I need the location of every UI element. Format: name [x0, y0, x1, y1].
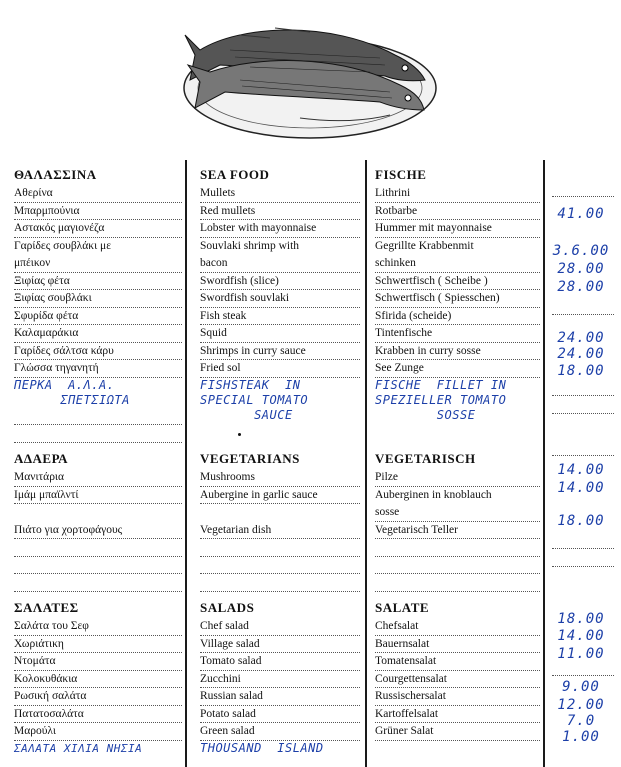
- menu-item: Fried sol: [200, 360, 360, 378]
- price: 18.00: [557, 513, 605, 529]
- menu-item: Bauernsalat: [375, 636, 540, 654]
- menu-item: Tomato salad: [200, 653, 360, 671]
- price: 12.00: [557, 697, 605, 713]
- menu-item: Shrimps in curry sauce: [200, 343, 360, 361]
- menu-item: Vegetarian dish: [200, 522, 360, 540]
- handwritten-special: ΠΕΡΚΑ Α.Λ.Α. ΣΠΕΤΣΙΩΤΑ: [14, 377, 130, 407]
- menu-item: Vegetarisch Teller: [375, 522, 540, 540]
- section-title: VEGETARISCH: [375, 451, 476, 466]
- price-dots: [552, 675, 614, 676]
- price: 14.00: [557, 462, 605, 478]
- handwritten-special: ΣΑΛΑΤΑ ΧΙΛΙΑ ΝΗΣΙΑ: [14, 741, 143, 755]
- price-dots: [552, 395, 614, 396]
- menu-item: Green salad: [200, 723, 360, 741]
- price: 1.00: [562, 729, 600, 745]
- price-dots: [552, 548, 614, 549]
- menu-item: Russischersalat: [375, 688, 540, 706]
- menu-item: bacon: [200, 255, 360, 273]
- menu-item: Souvlaki shrimp with: [200, 239, 300, 252]
- price: 24.00: [557, 346, 605, 362]
- menu-item: Gegrillte Krabbenmit: [375, 239, 474, 252]
- menu-item: Lobster with mayonnaise: [200, 220, 360, 238]
- english-salads-section: [200, 599, 360, 756]
- menu-item: Γαρίδες σουβλάκι με: [14, 239, 112, 252]
- menu-item: Kartoffelsalat: [375, 706, 540, 724]
- menu-item: Squid: [200, 325, 360, 343]
- blank-line: [200, 557, 360, 575]
- menu-item: [200, 504, 360, 522]
- blank-line: [200, 539, 360, 557]
- price: 24.00: [557, 330, 605, 346]
- price-dots: [552, 196, 614, 197]
- greek-salads-section: [14, 599, 182, 756]
- price-dots: [552, 413, 614, 414]
- blank-line: [14, 408, 182, 426]
- menu-item: Rotbarbe: [375, 203, 540, 221]
- blank-line: [200, 574, 360, 592]
- section-title: VEGETARIANS: [200, 451, 300, 466]
- greek-seafood-section: [14, 166, 182, 443]
- menu-item: schinken: [375, 255, 540, 273]
- blank-line: [375, 557, 540, 575]
- section-title: ΑΔΑΕΡΑ: [14, 451, 69, 466]
- menu-item: μπέικον: [14, 255, 182, 273]
- menu-item: Μανιτάρια: [14, 469, 182, 487]
- menu-item: Schwertfisch ( Spiesschen): [375, 290, 540, 308]
- menu-item: Γαρίδες σάλτσα κάρυ: [14, 343, 182, 361]
- price: 18.00: [557, 611, 605, 627]
- price: 14.00: [557, 480, 605, 496]
- column-divider: [365, 160, 367, 767]
- menu-item: Pilze: [375, 469, 540, 487]
- menu-item: Καλαμαράκια: [14, 325, 182, 343]
- section-title: ΣΑΛΑΤΕΣ: [14, 600, 79, 615]
- blank-line: [375, 539, 540, 557]
- menu-item: Aubergine in garlic sauce: [200, 487, 360, 505]
- price: 11.00: [557, 646, 605, 662]
- german-salads-section: [375, 599, 540, 741]
- section-title: FISCHE: [375, 167, 427, 182]
- menu-item: Αστακός μαγιονέζα: [14, 220, 182, 238]
- menu-item: Mullets: [200, 185, 360, 203]
- blank-line: [14, 425, 182, 443]
- fish-illustration-icon: [180, 10, 440, 145]
- menu-item: Lithrini: [375, 185, 540, 203]
- menu-item: Tintenfische: [375, 325, 540, 343]
- menu-item: [14, 504, 182, 522]
- price: 9.00: [562, 679, 600, 695]
- column-divider: [543, 160, 545, 767]
- handwritten-special: FISHSTEAK IN SPECIAL TOMATO SAUCE: [200, 377, 309, 422]
- menu-item: Auberginen in knoblauch: [375, 488, 492, 501]
- menu-item: Red mullets: [200, 203, 360, 221]
- german-seafood-section: [375, 166, 540, 423]
- section-title: SEA FOOD: [200, 167, 270, 182]
- price: 14.00: [557, 628, 605, 644]
- menu-item: Γλώσσα τηγανητή: [14, 360, 182, 378]
- menu-item: Ξιφίας σουβλάκι: [14, 290, 182, 308]
- price: 28.00: [557, 261, 605, 277]
- menu-item: Σφυρίδα φέτα: [14, 308, 182, 326]
- price: 28.00: [557, 279, 605, 295]
- menu-item: Αθερίνα: [14, 185, 182, 203]
- price: 7.0: [566, 713, 596, 729]
- blank-line: [14, 557, 182, 575]
- menu-item: Village salad: [200, 636, 360, 654]
- menu-item: Chef salad: [200, 618, 360, 636]
- handwritten-special: THOUSAND ISLAND: [200, 740, 324, 755]
- price-dots: [552, 566, 614, 567]
- blank-line: [375, 574, 540, 592]
- menu-item: Potato salad: [200, 706, 360, 724]
- section-title: ΘΑΛΑΣΣΙΝΑ: [14, 167, 97, 182]
- menu-item: Zucchini: [200, 671, 360, 689]
- price: 3.6.00: [552, 243, 610, 259]
- menu-item: Πατατοσαλάτα: [14, 706, 182, 724]
- menu-item: Πιάτο για χορτοφάγους: [14, 522, 182, 540]
- menu-item: Mushrooms: [200, 469, 360, 487]
- menu-item: See Zunge: [375, 360, 540, 378]
- menu-item: Hummer mit mayonnaise: [375, 220, 540, 238]
- price-dots: [552, 455, 614, 456]
- menu-item: Krabben in curry sosse: [375, 343, 540, 361]
- decorative-dot: [238, 433, 241, 436]
- blank-line: [14, 539, 182, 557]
- menu-item: Chefsalat: [375, 618, 540, 636]
- menu-item: Swordfish (slice): [200, 273, 360, 291]
- menu-item: Schwertfisch ( Scheibe ): [375, 273, 540, 291]
- price: 18.00: [557, 363, 605, 379]
- menu-item: Ιμάμ μπαϊλντί: [14, 487, 182, 505]
- price-dots: [552, 314, 614, 315]
- menu-item: Μαρούλι: [14, 723, 182, 741]
- price: 41.00: [557, 206, 605, 222]
- menu-item: Tomatensalat: [375, 653, 540, 671]
- menu-item: Κολοκυθάκια: [14, 671, 182, 689]
- menu-item: Ξιφίας φέτα: [14, 273, 182, 291]
- menu-item: Fish steak: [200, 308, 360, 326]
- menu-item: Courgettensalat: [375, 671, 540, 689]
- menu-item: sosse: [375, 504, 540, 522]
- menu-item: Grüner Salat: [375, 723, 540, 741]
- german-vegetarian-section: [375, 450, 540, 592]
- section-title: SALATE: [375, 600, 430, 615]
- blank-line: [14, 574, 182, 592]
- column-divider: [185, 160, 187, 767]
- handwritten-special: FISCHE FILLET IN SPEZIELLER TOMATO SOSSE: [375, 377, 507, 422]
- menu-item: Russian salad: [200, 688, 360, 706]
- menu-item: Ρωσική σαλάτα: [14, 688, 182, 706]
- menu-item: Swordfish souvlaki: [200, 290, 360, 308]
- menu-item: Sfirida (scheide): [375, 308, 540, 326]
- english-seafood-section: [200, 166, 360, 423]
- section-title: SALADS: [200, 600, 255, 615]
- menu-item: Ντομάτα: [14, 653, 182, 671]
- menu-item: Μπαρμπούνια: [14, 203, 182, 221]
- menu-item: Χωριάτικη: [14, 636, 182, 654]
- menu-item: Σαλάτα του Σεφ: [14, 618, 182, 636]
- english-vegetarian-section: [200, 450, 360, 592]
- greek-vegetarian-section: [14, 450, 182, 592]
